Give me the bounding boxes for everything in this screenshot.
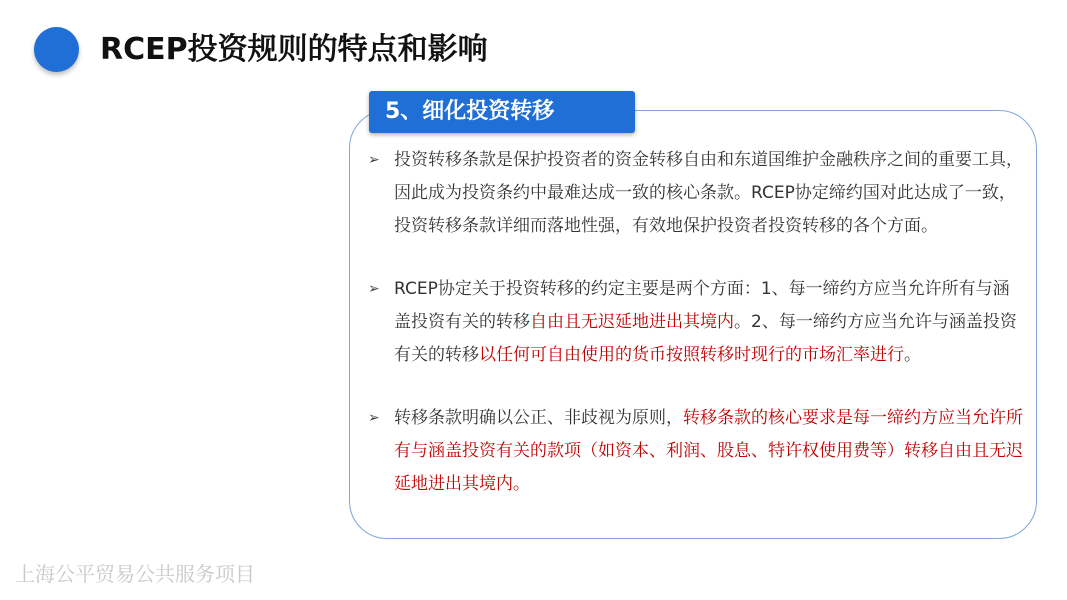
footer-text: 上海公平贸易公共服务项目 [15,562,255,586]
arrow-bullet-icon: ➢ [368,410,380,426]
bullet-text: 。2、每一缔约方应当允许与涵盖投资有关的转移 [394,312,1017,365]
highlight-text: 转移条款的核心要求是每一缔约方应当允许所有与涵盖投资有关的款项（如资本、利润、股息、特许权使用费等）转移自由且无迟延地进出其境内。 [394,408,1023,494]
bullet-item-2 [366,273,1026,372]
arrow-bullet-icon: ➢ [368,152,380,168]
bullet-item-3 [366,402,1026,501]
highlight-text: 自由且无迟延地进出其境内 [530,312,734,332]
bullet-text: RCEP协定关于投资转移的约定主要是两个方面：1、每一缔约方应当允许所有与涵盖投资有关的转移 [394,279,1010,332]
bullet-text: 投资转移条款是保护投资者的资金转移自由和东道国维护金融秩序之间的重要工具，因此成为投资条约中最难达成一致的核心条款。RCEP协定缔约国对此达成了一致，投资转移条款详细而落地性强，有效地保护投资者投资转移的各个方面。 [394,150,1023,236]
bullet-text: 转移条款明确以公正、非歧视为原则， [394,408,683,428]
page-title: RCEP投资规则的特点和影响 [100,32,488,67]
bullet-text: 。 [904,345,921,365]
section-tab: 5、细化投资转移 [369,91,635,133]
bullet-list [366,144,1026,531]
highlight-text: 以任何可自由使用的货币按照转移时现行的市场汇率进行 [479,345,904,365]
bullet-item-1 [366,144,1026,243]
arrow-bullet-icon: ➢ [368,281,380,297]
title-dot-icon [34,27,79,72]
